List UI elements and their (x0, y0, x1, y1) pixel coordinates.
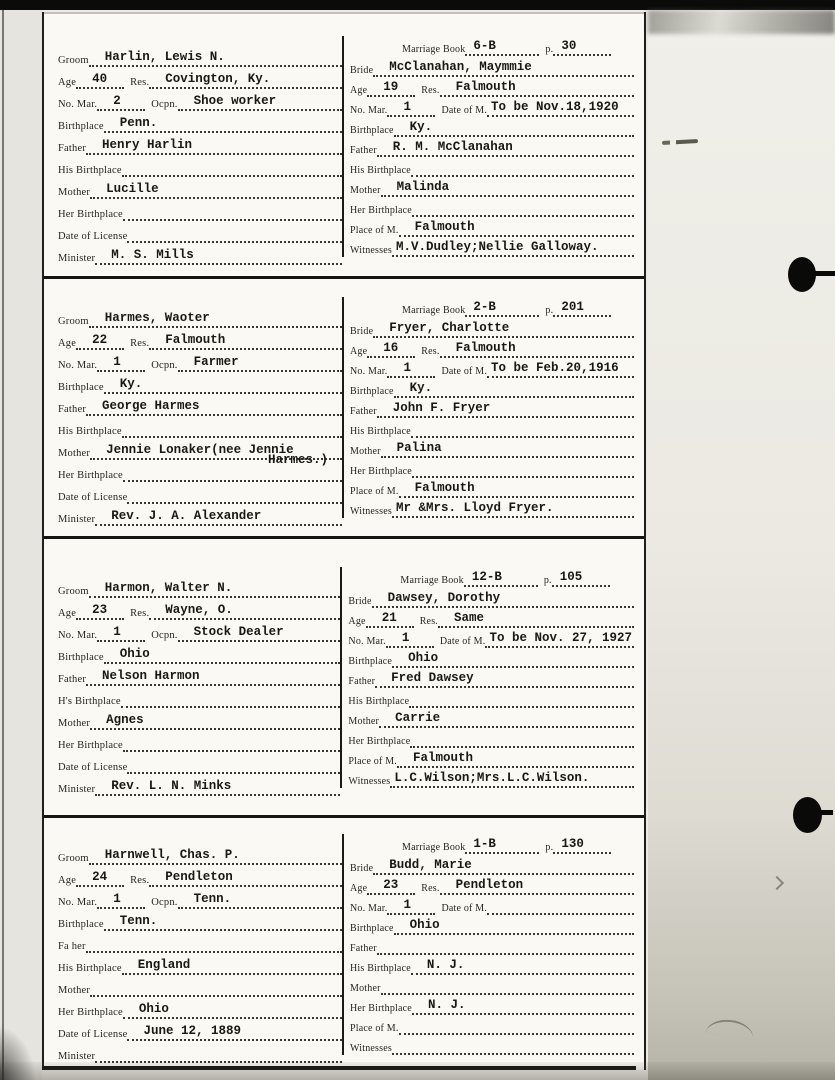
field-label: Mother (350, 446, 381, 457)
field-value: 1 (387, 899, 435, 915)
mar-date-row (350, 895, 634, 915)
place-of-m-row (350, 217, 634, 237)
her-birthplace-row (350, 458, 634, 478)
her-birthplace-row (58, 460, 342, 482)
field-label: Mother (350, 983, 381, 994)
field-value: Ohio (394, 919, 634, 935)
field-label: Her Birthplace (350, 205, 412, 216)
field-label: Minister (58, 1051, 96, 1062)
field-label: Her Birthplace (58, 209, 123, 220)
field-label: Father (350, 145, 377, 156)
scan-edge-bottom-strip (0, 1062, 835, 1080)
field-value: Pendleton (440, 879, 634, 895)
field-value: Harmes, Waoter (89, 312, 342, 328)
field-label: Birthplace (350, 923, 394, 934)
field-label: Ocpn. (151, 360, 178, 371)
field-label: No. Mar. (350, 903, 388, 914)
field-value: R. M. McClanahan (377, 141, 634, 157)
bride-column (342, 297, 644, 518)
field-value: Harlin, Lewis N. (89, 51, 342, 67)
field-label: Res. (421, 85, 440, 96)
page-number: 105 (552, 571, 610, 587)
scan-artifact-smudge (648, 10, 835, 34)
field-label: Mother (58, 985, 91, 996)
field-value: Tenn. (178, 893, 342, 909)
field-label: Her Birthplace (58, 740, 123, 751)
field-label: Father (350, 943, 377, 954)
field-label: p. (545, 842, 554, 853)
field-label: Res. (130, 875, 150, 886)
field-value: Harnwell, Chas. P. (89, 849, 342, 865)
her-birthplace-row (350, 197, 634, 217)
field-value: 16 (367, 342, 415, 358)
field-value: 21 (366, 612, 414, 628)
book-number: 2-B (465, 301, 539, 317)
hole-punch-stick (812, 271, 835, 276)
marriage-book-row (350, 36, 634, 56)
field-label: No. Mar. (58, 360, 98, 371)
place-of-m-row (350, 478, 634, 498)
place-of-m-row (348, 748, 634, 768)
minister-row (58, 774, 340, 796)
field-label: Res. (130, 608, 150, 619)
field-value: 1 (387, 101, 435, 117)
birthplace-row (58, 909, 342, 931)
field-label: Marriage Book (402, 305, 466, 316)
date-of-license-row (58, 482, 342, 504)
mar-date-row (348, 628, 634, 648)
field-value: 1 (97, 626, 145, 642)
field-value: Harmon, Walter N. (89, 582, 341, 598)
book-number: 6-B (465, 40, 539, 56)
field-label: Age (58, 875, 77, 886)
field-value: Ohio (123, 1003, 342, 1019)
field-label: Res. (130, 77, 150, 88)
mar-date-row (350, 358, 634, 378)
field-label: Marriage Book (402, 842, 466, 853)
mar-ocpn-row (58, 89, 342, 111)
her-birthplace-row (58, 730, 340, 752)
field-label: Father (58, 404, 87, 415)
field-label: No. Mar. (350, 105, 388, 116)
field-label: Witnesses (350, 1043, 392, 1054)
field-label: Res. (130, 338, 150, 349)
field-value: To be Nov.18,1920 (487, 101, 634, 117)
field-label: Father (348, 676, 376, 687)
field-label: Age (350, 883, 368, 894)
field-value: Rev. J. A. Alexander (95, 510, 342, 526)
field-label: No. Mar. (348, 636, 386, 647)
bride-column (342, 36, 644, 257)
mar-ocpn-row (58, 620, 340, 642)
field-label: Birthplace (58, 382, 104, 393)
field-label: Witnesses (350, 506, 392, 517)
field-label: Her Birthplace (348, 736, 411, 747)
field-label: Bride (348, 596, 372, 607)
his-birthplace-row (350, 418, 634, 438)
field-value: Pendleton (149, 871, 342, 887)
field-label: Marriage Book (402, 44, 466, 55)
field-label: Groom (58, 853, 89, 864)
field-value: To be Nov. 27, 1927 (485, 632, 634, 648)
field-value: L.C.Wilson;Mrs.L.C.Wilson. (390, 772, 634, 788)
age-res-row (58, 598, 340, 620)
field-value: Shoe worker (178, 95, 342, 111)
field-label: Father (58, 143, 87, 154)
mother-row (350, 975, 634, 995)
field-value: Stock Dealer (178, 626, 341, 642)
field-value: Rev. L. N. Minks (95, 780, 340, 796)
birthplace-row (350, 117, 634, 137)
field-label: Birthplace (350, 386, 394, 397)
groom-column (44, 843, 342, 1063)
marriage-record-4 (44, 815, 644, 1063)
scan-artifact-blob (0, 1026, 36, 1080)
field-value: Dawsey, Dorothy (372, 592, 634, 608)
groom-row (58, 576, 340, 598)
groom-row (58, 45, 342, 67)
mother-row (350, 177, 634, 197)
field-label: Bride (350, 863, 374, 874)
mother-row (58, 438, 342, 467)
record-card-area (42, 12, 646, 1070)
field-label: Age (350, 85, 368, 96)
field-value: Falmouth (440, 81, 634, 97)
field-label: p. (545, 44, 554, 55)
age-res-row (350, 338, 634, 358)
field-value: N. J. (411, 959, 634, 975)
field-label: Minister (58, 253, 96, 264)
hole-punch-stick (818, 810, 833, 815)
field-value: Covington, Ky. (149, 73, 342, 89)
scan-edge-line (2, 10, 4, 1080)
bride-row (350, 318, 634, 338)
field-label: Father (58, 674, 87, 685)
birthplace-row (350, 915, 634, 935)
groom-column (44, 306, 342, 526)
field-value: England (122, 959, 342, 975)
page-number: 30 (553, 40, 611, 56)
field-value: Same (438, 612, 634, 628)
father-row (348, 668, 634, 688)
field-value: M.V.Dudley;Nellie Galloway. (392, 241, 634, 257)
father-row (58, 931, 342, 953)
field-label: Ocpn. (151, 630, 178, 641)
age-res-row (58, 328, 342, 350)
field-value: Mr &Mrs. Lloyd Fryer. (392, 502, 634, 518)
minister-row (58, 1041, 342, 1063)
field-label: Birthplace (348, 656, 393, 667)
field-value: Ohio (104, 648, 341, 664)
field-value: Falmouth (440, 342, 634, 358)
bride-column (340, 567, 644, 788)
field-label: Her Birthplace (58, 470, 123, 481)
field-label: His Birthplace (58, 426, 122, 437)
father-row (58, 394, 342, 416)
marriage-book-row (350, 834, 634, 854)
birthplace-row (350, 378, 634, 398)
field-label: His Birthplace (58, 963, 122, 974)
field-label: Date of License (58, 231, 128, 242)
field-value: Farmer (178, 356, 342, 372)
book-number: 1-B (465, 838, 539, 854)
field-label: His Birthplace (350, 426, 411, 437)
field-label: Witnesses (350, 245, 392, 256)
mother-row (58, 708, 340, 730)
birthplace-row (348, 648, 634, 668)
field-value: George Harmes (86, 400, 342, 416)
field-value: Malinda (381, 181, 634, 197)
field-label: Fa her (58, 941, 86, 952)
her-birthplace-row (348, 728, 634, 748)
marriage-book-row (350, 297, 634, 317)
field-label: Place of M. (348, 756, 397, 767)
right-margin-band (648, 10, 835, 1080)
scan-edge-top-bar (0, 0, 835, 10)
mar-ocpn-row (58, 350, 342, 372)
field-label: Date of M. (441, 105, 488, 116)
birthplace-row (58, 642, 340, 664)
field-value: Wayne, O. (149, 604, 340, 620)
field-value: Ohio (392, 652, 634, 668)
field-value: Falmouth (149, 334, 342, 350)
field-value: Agnes (90, 714, 340, 730)
field-value: 19 (367, 81, 415, 97)
father-row (350, 398, 634, 418)
date-of-license-row (58, 752, 340, 774)
field-label: Place of M. (350, 486, 399, 497)
field-label: His Birthplace (58, 165, 122, 176)
groom-column (44, 45, 342, 265)
page-number: 201 (553, 301, 611, 317)
field-label: His Birthplace (350, 963, 411, 974)
field-value: June 12, 1889 (127, 1025, 342, 1041)
marriage-record-2 (44, 276, 644, 536)
field-value: 1 (386, 632, 434, 648)
field-label: Date of License (58, 762, 128, 773)
field-value: M. S. Mills (95, 249, 342, 265)
field-label: Age (58, 608, 77, 619)
field-value: Lucille (90, 183, 342, 199)
field-label: Age (58, 338, 77, 349)
field-value: Falmouth (399, 482, 634, 498)
birthplace-row (58, 111, 342, 133)
field-value: Henry Harlin (86, 139, 342, 155)
mar-ocpn-row (58, 887, 342, 909)
field-label: Ocpn. (151, 99, 178, 110)
field-value: Fryer, Charlotte (373, 322, 634, 338)
field-label: Birthplace (58, 121, 104, 132)
field-value: Budd, Marie (373, 859, 634, 875)
page-number: 130 (553, 838, 611, 854)
age-res-row (58, 865, 342, 887)
father-row (58, 664, 340, 686)
field-label: Mother (350, 185, 381, 196)
field-label: Mother (58, 187, 91, 198)
marriage-record-3 (44, 536, 644, 815)
father-row (350, 137, 634, 157)
her-birthplace-row (350, 995, 634, 1015)
his-birthplace-row (58, 953, 342, 975)
field-label: No. Mar. (350, 366, 388, 377)
field-label: Place of M. (350, 1023, 399, 1034)
field-value: Falmouth (399, 221, 634, 237)
father-row (58, 133, 342, 155)
mother-row (58, 975, 342, 997)
field-label: Groom (58, 586, 89, 597)
hole-punch-icon (793, 797, 822, 833)
field-label: No. Mar. (58, 630, 98, 641)
field-value: To be Feb.20,1916 (487, 362, 634, 378)
field-value: 2 (97, 95, 145, 111)
field-label: Age (348, 616, 366, 627)
book-number: 12-B (464, 571, 538, 587)
field-label: Father (350, 406, 377, 417)
field-label: Res. (421, 883, 440, 894)
field-value: Falmouth (397, 752, 634, 768)
field-value: Jennie Lonaker(nee Jennie (90, 444, 342, 460)
place-of-m-row (350, 1015, 634, 1035)
field-label: Groom (58, 55, 89, 66)
field-label: Her Birthplace (350, 466, 412, 477)
field-value (392, 1052, 634, 1055)
field-label: His Birthplace (350, 165, 411, 176)
witnesses-row (350, 498, 634, 518)
field-label: Date of M. (439, 636, 486, 647)
field-value: 40 (76, 73, 124, 89)
field-label: Ocpn. (151, 897, 178, 908)
mar-date-row (350, 97, 634, 117)
field-label: Birthplace (58, 919, 104, 930)
field-label: Age (350, 346, 368, 357)
mother-row (348, 708, 634, 728)
age-res-row (58, 67, 342, 89)
field-label: Date of M. (441, 903, 488, 914)
field-value: John F. Fryer (377, 402, 634, 418)
field-label: Date of M. (441, 366, 488, 377)
field-value-wrap: Harmes.) (267, 453, 328, 467)
her-birthplace-row (58, 997, 342, 1019)
bride-row (348, 588, 634, 608)
field-value: N. J. (412, 999, 634, 1015)
groom-row (58, 843, 342, 865)
groom-column (44, 576, 340, 796)
bride-row (350, 57, 634, 77)
his-birthplace-row (58, 155, 342, 177)
bride-row (350, 855, 634, 875)
field-value: Ky. (394, 121, 634, 137)
his-birthplace-row (350, 955, 634, 975)
field-label: Bride (350, 326, 374, 337)
field-label: Marriage Book (400, 575, 464, 586)
field-label: Birthplace (58, 652, 104, 663)
witnesses-row (350, 237, 634, 257)
age-res-row (350, 875, 634, 895)
field-label: Witnesses (348, 776, 391, 787)
age-res-row (348, 608, 634, 628)
field-value: Tenn. (104, 915, 342, 931)
field-label: Mother (348, 716, 380, 727)
field-value: 23 (76, 604, 124, 620)
field-label: Res. (421, 346, 440, 357)
date-of-license-row (58, 221, 342, 243)
her-birthplace-row (58, 199, 342, 221)
field-label: Birthplace (350, 125, 394, 136)
field-label: p. (543, 575, 552, 586)
marriage-book-row (348, 567, 634, 587)
field-value: Carrie (379, 712, 634, 728)
groom-row (58, 306, 342, 328)
father-row (350, 935, 634, 955)
mother-row (350, 438, 634, 458)
witnesses-row (350, 1035, 634, 1055)
age-res-row (350, 77, 634, 97)
minister-row (58, 504, 342, 526)
field-label: Date of License (58, 1029, 128, 1040)
field-value: Ky. (394, 382, 634, 398)
field-value: Penn. (104, 117, 342, 133)
field-label: H's Birthplace (58, 696, 121, 707)
his-birthplace-row (58, 416, 342, 438)
marriage-record-1 (44, 12, 644, 276)
field-value: 1 (97, 893, 145, 909)
minister-row (58, 243, 342, 265)
field-label: Her Birthplace (350, 1003, 412, 1014)
his-birthplace-row (350, 157, 634, 177)
field-value: 1 (387, 362, 435, 378)
left-margin-band (0, 10, 42, 1080)
field-value: 22 (76, 334, 124, 350)
field-label: Minister (58, 514, 96, 525)
field-value: McClanahan, Maymmie (373, 61, 634, 77)
field-label: Date of License (58, 492, 128, 503)
field-label: Age (58, 77, 77, 88)
field-label: p. (545, 305, 554, 316)
field-label: Groom (58, 316, 89, 327)
field-value: 23 (367, 879, 415, 895)
his-birthplace-row (58, 686, 340, 708)
his-birthplace-row (348, 688, 634, 708)
field-label: His Birthplace (348, 696, 410, 707)
field-label: Mother (58, 718, 91, 729)
field-label: No. Mar. (58, 897, 98, 908)
field-value: 24 (76, 871, 124, 887)
date-of-license-row (58, 1019, 342, 1041)
field-label: Mother (58, 448, 91, 459)
field-value: Ky. (104, 378, 342, 394)
birthplace-row (58, 372, 342, 394)
field-label: Bride (350, 65, 374, 76)
field-value: Fred Dawsey (375, 672, 634, 688)
field-label: Place of M. (350, 225, 399, 236)
bride-column (342, 834, 644, 1055)
field-value: Nelson Harmon (86, 670, 340, 686)
witnesses-row (348, 768, 634, 788)
field-label: No. Mar. (58, 99, 98, 110)
field-label: Minister (58, 784, 96, 795)
field-label: Her Birthplace (58, 1007, 123, 1018)
mother-row (58, 177, 342, 199)
field-value: Palina (381, 442, 634, 458)
field-value: 1 (97, 356, 145, 372)
field-label: Res. (419, 616, 438, 627)
